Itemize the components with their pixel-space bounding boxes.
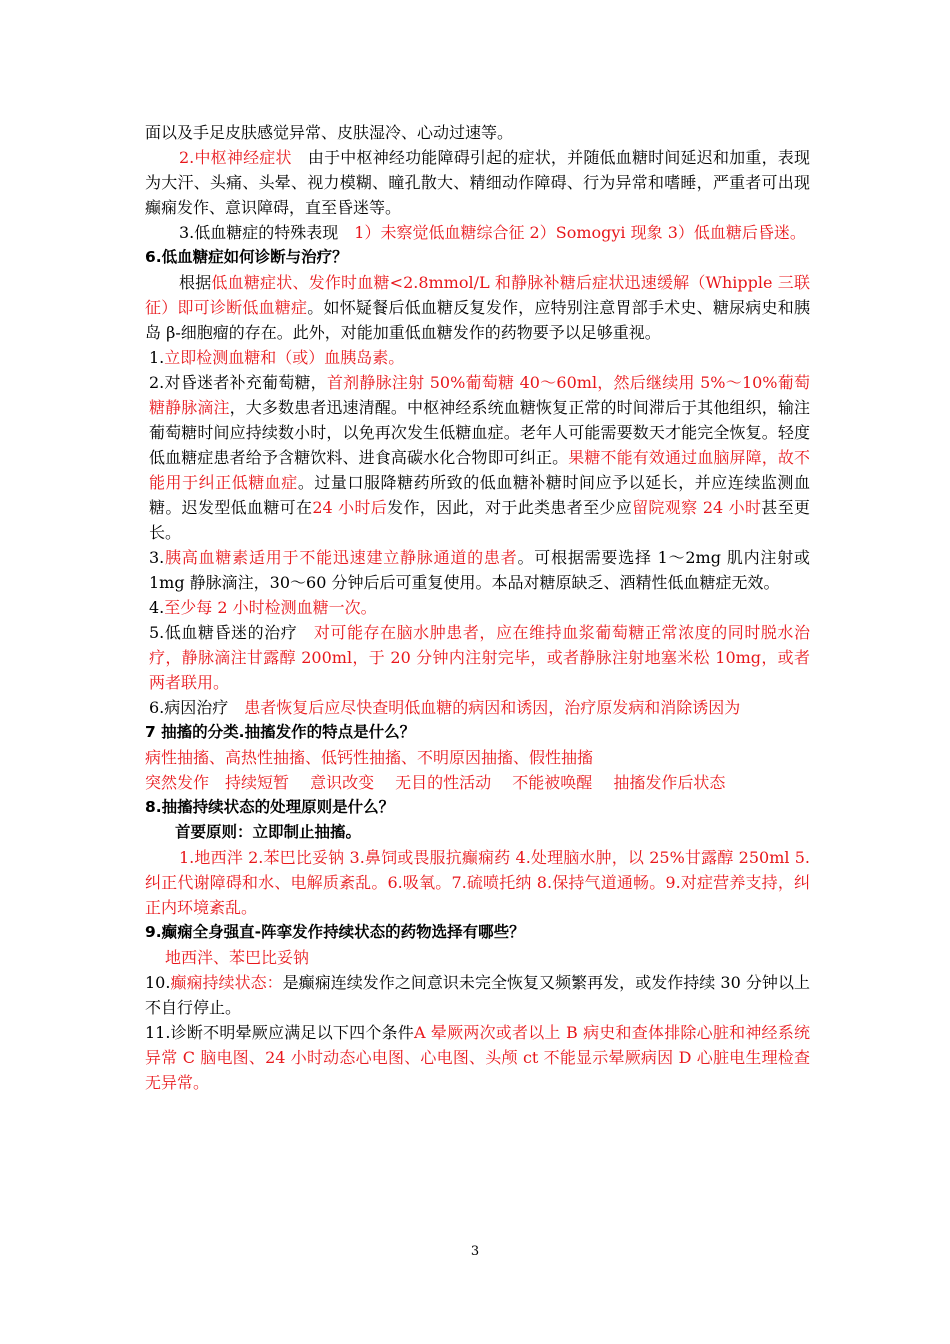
list-item [145,695,810,720]
text: 由于中枢神经功能障碍引起的症状，并随低血糖时间延迟和加重，表现为大汗、头痛、头晕、视力模糊、瞳孔散大、精细动作障碍、行为异常和嗜睡，严重者可出现癫痫发作、意识障碍，直至昏迷等。 [145,148,810,217]
list-item [145,345,810,370]
answer-line: 突然发作 持续短暂 意识改变 无目的性活动 不能被唤醒 抽搐发作后状态 [145,773,726,792]
text: 。可根据需要选择 1～2mg 肌内注射或 1mg 静脉滴注，30～60 分钟后后可重复使用。本品对糖原缺乏、酒精性低血糖症无效。 [149,548,810,592]
text: 面以及手足皮肤感觉异常、皮肤湿冷、心动过速等。 [145,123,514,142]
text: 3. [149,548,165,567]
answer-line: 病性抽搐、高热性抽搐、低钙性抽搐、不明原因抽搐、假性抽搐 [145,748,594,767]
text: 是癫痫连续发作之间意识未完全恢复又频繁再发，或发作持续 30 分钟以上不自行停止。 [145,973,810,1017]
highlight-text: 胰高血糖素适用于不能迅速建立静脉通道的患者 [164,548,518,567]
text: 10. [145,973,171,992]
highlight-text: 果糖不能有效通过血脑屏障，故不能用于纠正低糖血症 [149,448,810,492]
highlight-text: 癫痫持续状态： [170,973,283,992]
paragraph [145,970,810,1020]
list-item [145,545,810,595]
text: 4. [149,598,165,617]
list-item [145,595,810,620]
highlight-text: 留院观察 24 小时 [632,498,762,517]
section-heading: 8.抽搐持续状态的处理原则是什么？ [145,798,395,816]
highlight-text: 患者恢复后应尽快查明低血糖的病因和诱因，治疗原发病和消除诱因为 [244,698,741,717]
highlight-text: 立即检测血糖和（或）血胰岛素。 [164,348,405,367]
highlight-text: 首剂静脉注射 50%葡萄糖 40～60ml，然后继续用 5%～10%葡萄糖静脉滴注 [149,373,810,417]
paragraph [145,270,810,345]
text: 发作，因此，对于此类患者至少应 [387,498,633,517]
highlight-text: 2.中枢神经症状 [179,148,292,167]
text: 2.对昏迷者补充葡萄糖， [149,373,327,392]
page-number: 3 [470,1244,480,1259]
highlight-text: 对可能存在脑水肿患者，应在维持血浆葡萄糖正常浓度的同时脱水治疗，静脉滴注甘露醇 200ml，于 20 分钟内注射完毕，或者静脉注射地塞米松 10mg，或者两者联用。 [149,623,810,692]
text: 3.低血糖症的特殊表现 [179,223,355,242]
text: 11.诊断不明晕厥应满足以下四个条件 [145,1023,415,1042]
list-item [145,620,810,695]
text: 。过量口服降糖药所致的低血糖补糖时间应予以延长，并应连续监测血糖。迟发型低血糖可在 [149,473,810,517]
paragraph [145,145,810,220]
text: ，大多数患者迅速清醒。中枢神经系统血糖恢复正常的时间滞后于其他组织，输注葡萄糖时间应持续数小时，以免再次发生低糖血症。老年人可能需要数天才能完全恢复。轻度低血糖症患者给予含糖饮料、进食高碳水化合物即可纠正。 [149,398,810,467]
document-body [145,120,810,1095]
text: 根据 [179,273,212,292]
text: 5.低血糖昏迷的治疗 [149,623,314,642]
paragraph [145,1020,810,1095]
highlight-text: 至少每 2 小时检测血糖一次。 [164,598,377,617]
highlight-text: 24 小时后 [312,498,388,517]
answer-line: 地西泮、苯巴比妥钠 [165,948,310,967]
answer-paragraph: 1.地西泮 2.苯巴比妥钠 3.鼻饲或畏服抗癫痫药 4.处理脑水肿，以 25%甘露醇 250ml 5.纠正代谢障碍和水、电解质紊乱。6.吸氧。7.硫喷托纳 8.保持气道通畅。9.对症营养支持，纠正内环境紊乱。 [145,848,810,917]
text: 1. [149,348,165,367]
section-heading: 9.癫痫全身强直-阵挛发作持续状态的药物选择有哪些？ [145,923,525,941]
section-heading: 7 抽搐的分类.抽搐发作的特点是什么？ [145,723,416,741]
text: 6.病因治疗 [149,698,245,717]
highlight-text: A 晕厥两次或者以上 B 病史和查体排除心脏和神经系统异常 C 脑电图、24 小时动态心电图、心电图、头颅 ct 不能显示晕厥病因 D 心脏电生理检查无异常。 [145,1023,810,1092]
text: 甚至更长。 [149,498,810,542]
highlight-text: 低血糖症状、发作时血糖<2.8mmol/L 和静脉补糖后症状迅速缓解（Whipple 三联征）即可诊断低血糖症 [145,273,810,317]
paragraph [145,120,810,145]
highlight-text: 1）未察觉低血糖综合征 2）Somogyi 现象 3）低血糖后昏迷。 [354,223,806,242]
text: 。如怀疑餐后低血糖反复发作，应特别注意胃部手术史、糖尿病史和胰岛 β-细胞瘤的存在。此外，对能加重低血糖发作的药物要予以足够重视。 [145,298,810,342]
subheading: 首要原则：立即制止抽搐。 [175,823,362,841]
section-heading: 6.低血糖症如何诊断与治疗？ [145,248,348,266]
list-item [145,370,810,545]
paragraph [145,220,810,245]
